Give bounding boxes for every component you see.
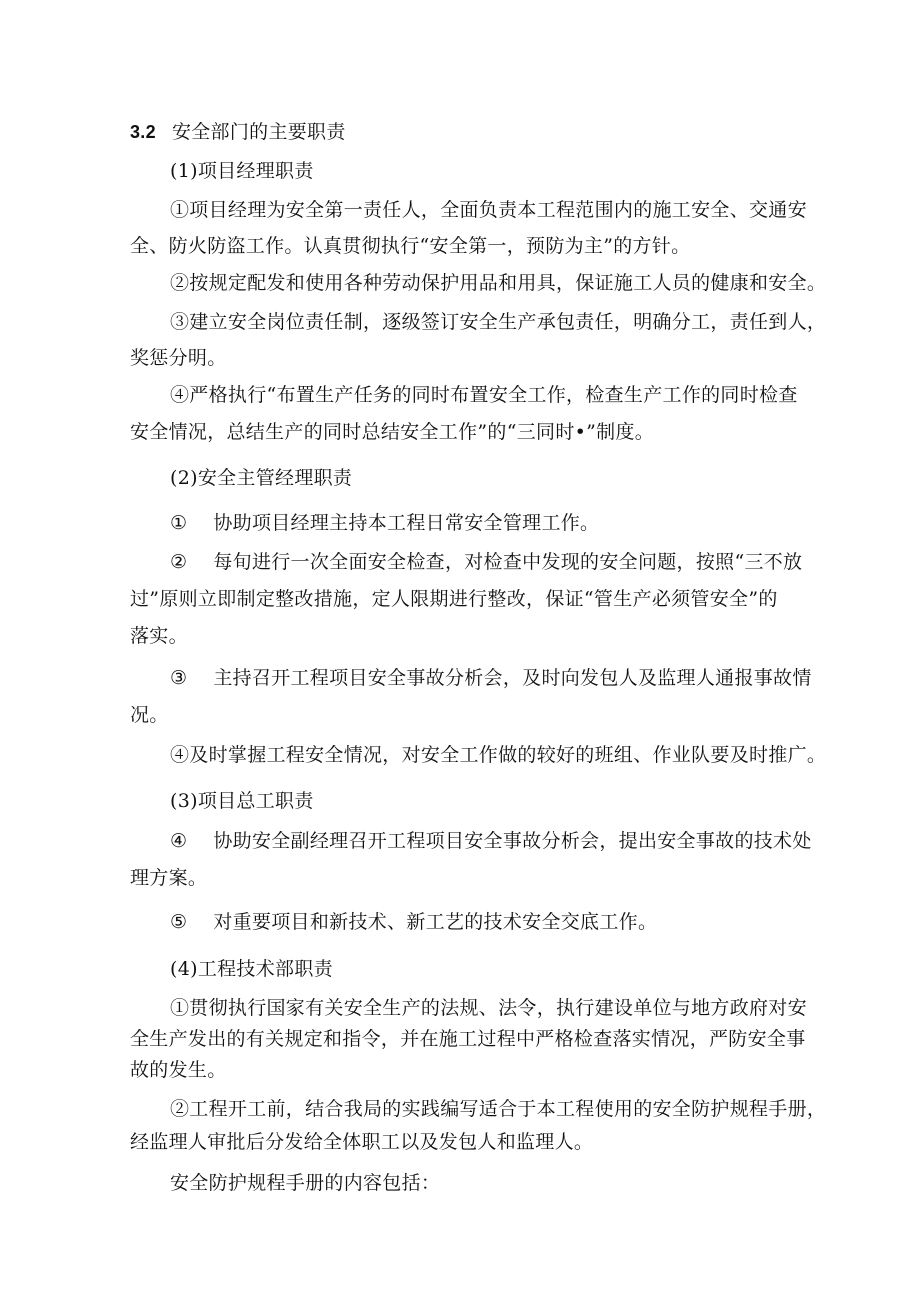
pm-item-4-line-2: 安全情况，总结生产的同时总结安全工作”的“三同时•”制度。 (130, 421, 655, 443)
sm-item-2-line-3: 落实。 (130, 625, 188, 647)
td-item-1-line-2: 全生产发出的有关规定和指令，并在施工过程中严格检查落实情况，严防安全事 (130, 1028, 806, 1050)
section-title: 安全部门的主要职责 (171, 121, 346, 143)
ce-item-2-mark: ⑤ (170, 911, 188, 933)
sm-item-4: ④及时掌握工程安全情况，对安全工作做的较好的班组、作业队要及时推广。 (170, 744, 827, 766)
td-item-1-line-3: 故的发生。 (130, 1059, 227, 1081)
pm-item-1-line-1: ①项目经理为安全第一责任人，全面负责本工程范围内的施工安全、交通安 (170, 199, 807, 221)
td-heading: (4)工程技术部职责 (170, 958, 333, 980)
sm-item-2-line-1 (170, 550, 850, 574)
pm-item-3-line-2: 奖惩分明。 (130, 347, 227, 369)
manual-intro: 安全防护规程手册的内容包括： (170, 1172, 441, 1194)
ce-item-1-text: 协助安全副经理召开工程项目安全事故分析会，提出安全事故的技术处 (213, 830, 812, 852)
sm-item-1-mark: ① (170, 512, 188, 534)
ce-heading: (3)项目总工职责 (170, 790, 314, 812)
sm-item-2-line-2: 过”原则立即制定整改措施，定人限期进行整改，保证“管生产必须管安全”的 (130, 588, 778, 610)
section-heading (130, 120, 850, 144)
pm-item-4-line-1: ④严格执行“布置生产任务的同时布置安全工作，检查生产工作的同时检查 (170, 384, 798, 406)
sm-item-3-text: 主持召开工程项目安全事故分析会，及时向发包人及监理人通报事故情 (213, 667, 812, 689)
sm-item-3-mark: ③ (170, 667, 188, 689)
sm-item-1-text: 协助项目经理主持本工程日常安全管理工作。 (213, 512, 600, 534)
pm-item-3-line-1: ③建立安全岗位责任制，逐级签订安全生产承包责任，明确分工，责任到人， (170, 311, 827, 333)
ce-item-1-mark: ④ (170, 830, 188, 852)
td-item-2-line-2: 经监理人审批后分发给全体职工以及发包人和监理人。 (130, 1131, 594, 1153)
td-item-1-line-1: ①贯彻执行国家有关安全生产的法规、法令，执行建设单位与地方政府对安 (170, 997, 807, 1019)
td-item-2-line-1: ②工程开工前，结合我局的实践编写适合于本工程使用的安全防护规程手册， (170, 1098, 827, 1120)
sm-item-1 (170, 511, 850, 535)
section-number: 3.2 (130, 122, 156, 142)
sm-item-3-line-2: 况。 (130, 704, 169, 726)
ce-item-2 (170, 910, 850, 934)
sm-heading: (2)安全主管经理职责 (170, 467, 353, 489)
pm-heading: (1)项目经理职责 (170, 160, 314, 182)
ce-item-1-line-1 (170, 829, 850, 853)
sm-item-3-line-1 (170, 666, 850, 690)
pm-item-2: ②按规定配发和使用各种劳动保护用品和用具，保证施工人员的健康和安全。 (170, 272, 827, 294)
ce-item-2-text: 对重要项目和新技术、新工艺的技术安全交底工作。 (213, 911, 658, 933)
ce-item-1-line-2: 理方案。 (130, 867, 208, 889)
sm-item-2-mark: ② (170, 551, 188, 573)
sm-item-2-text: 每旬进行一次全面安全检查，对检查中发现的安全问题，按照“三不放 (213, 551, 803, 573)
pm-item-1-line-2: 全、防火防盗工作。认真贯彻执行“安全第一，预防为主”的方针。 (130, 235, 691, 257)
